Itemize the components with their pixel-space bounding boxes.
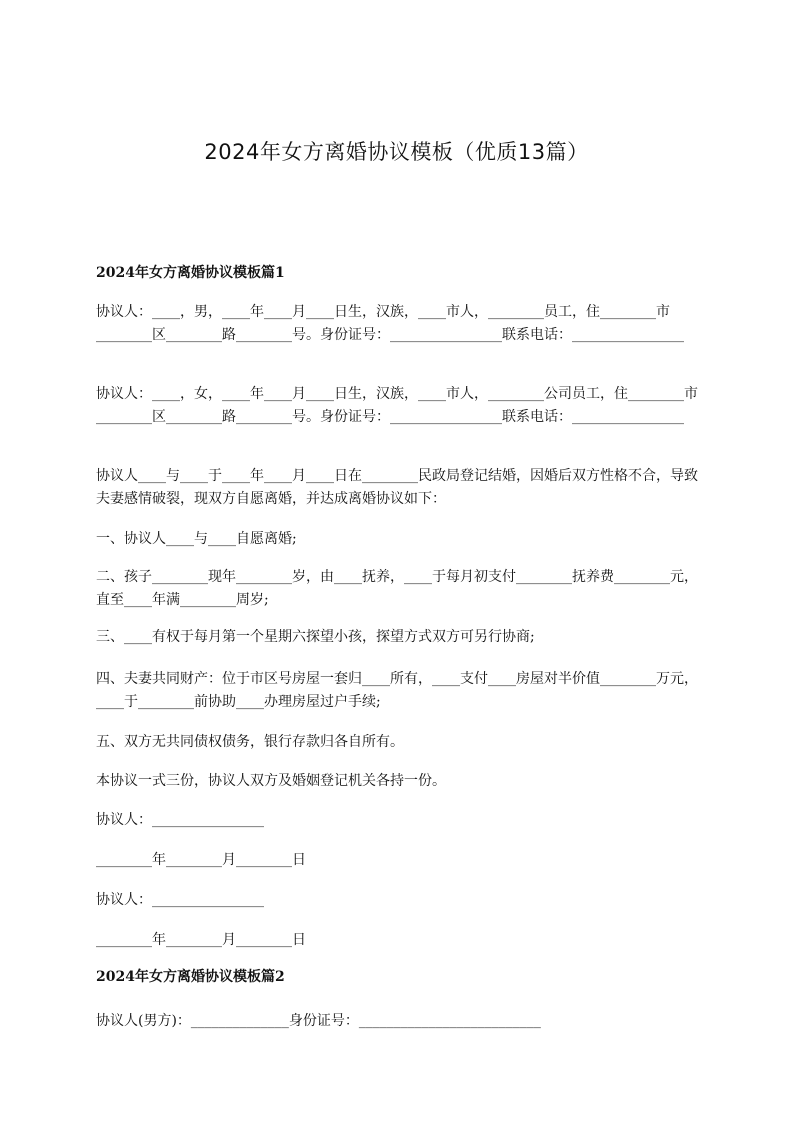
- clause-5: 五、双方无共同债权债务，银行存款归各自所有。: [96, 734, 404, 750]
- section-heading-2: 2024年女方离婚协议模板篇2: [96, 969, 285, 985]
- paragraph-male-party: 协议人：____，男，____年____月____日生，汉族，____市人，________员工，住________市________区________路________号。身份证号：________________联系电话：________________: [96, 304, 684, 343]
- paragraph-intro: 协议人____与____于____年____月____日在________民政局登记结婚，因婚后双方性格不合，导致夫妻感情破裂，现双方自愿离婚，并达成离婚协议如下：: [96, 468, 698, 507]
- clause-4: 四、夫妻共同财产：位于市区号房屋一套归____所有，____支付____房屋对半价值________万元，____于________前协助____办理房屋过户手续;: [96, 671, 698, 710]
- section2-party-line: 协议人(男方)：______________身份证号：__________________________: [96, 1013, 541, 1029]
- copies-note: 本协议一式三份，协议人双方及婚姻登记机关各持一份。: [96, 773, 446, 789]
- date-line-1: ________年________月________日: [96, 852, 306, 868]
- date-line-2: ________年________月________日: [96, 932, 306, 948]
- document-title: 2024年女方离婚协议模板（优质13篇）: [204, 140, 589, 164]
- section-heading-1: 2024年女方离婚协议模板篇1: [96, 265, 285, 281]
- paragraph-female-party: 协议人：____，女，____年____月____日生，汉族，____市人，________公司员工，住________市________区________路________号。身份证号：________________联系电话：________________: [96, 386, 698, 425]
- signature-line-1: 协议人：________________: [96, 812, 264, 828]
- clause-3: 三、____有权于每月第一个星期六探望小孩，探望方式双方可另行协商;: [96, 629, 535, 645]
- clause-2: 二、孩子________现年________岁，由____抚养，____于每月初支付________抚养费________元，直至____年满________周岁;: [96, 569, 698, 608]
- clause-1: 一、协议人____与____自愿离婚;: [96, 531, 297, 547]
- signature-line-2: 协议人：________________: [96, 892, 264, 908]
